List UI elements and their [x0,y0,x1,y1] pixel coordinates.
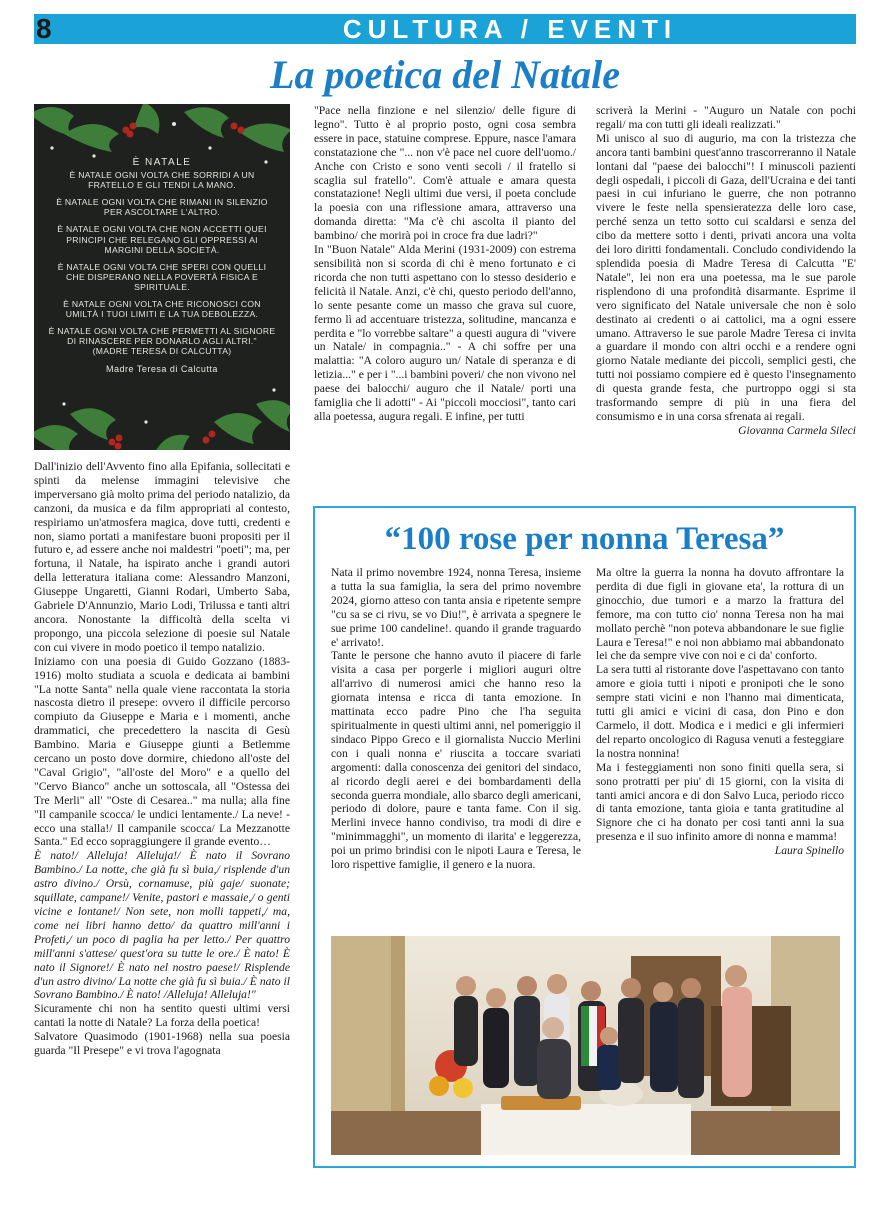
poem-stanza: È NATALE OGNI VOLTA CHE RICONOSCI CON UMILTÀ I TUOI LIMITI E LA TUA DEBOLEZZA. [63,299,261,320]
paragraph: Iniziamo con una poesia di Guido Gozzano (1883-1916) molto studiata a scuola e dedicata ai bambini "La notte Santa" nella quale viene raccontata la storia nascosta dietro il presepe: ovvero il difficile percorso compiuto da Giuseppe e Maria e i momenti, anche drammatici, che precedettero la nascita di Gesù Bambino. Maria e Giuseppe giunti a Betlemme cercano un posto dove dormire, chiedono all'oste del "Caval Grigio", "all'oste del Moro" e a quello del "Cervo Bianco" anche un sottoscala, all "Ostessa dei Tre Merli" all' "Oste di Cesarea.." ma nulla; alla fine "Il campanile scocca/ le undici lentamente./ La neve! - ecco una stalla!/ Il campanile scocca/ La Mezzanotte Santa." Ed ecco sopraggiungere il grande evento… [34,654,290,849]
poem-image [34,104,290,450]
article-title: La poetica del Natale [270,52,620,97]
article-column-1 [34,460,290,1058]
section-title: CULTURA / EVENTI [342,14,678,44]
paragraph: Sicuramente chi non ha sentito questi ultimi versi cantati la notte di Natale? La forza della poetica! [34,1002,290,1030]
poem-stanza: È NATALE OGNI VOLTA CHE SPERI CON QUELLI CHE DISPERANO NELLA POVERTÀ FISICA E SPIRITUALE. [57,261,267,292]
page-number: 8 [36,13,52,44]
boxed-article [313,506,856,1168]
paragraph: Nata il primo novembre 1924, nonna Teresa, insieme a tutta la sua famiglia, la sera del primo novembre 2024, giorno atteso con tanta ansia e ripetente sempre "cu sa se ci rivu, se vo Diu!", è arrivata a spegnere le sue prime 100 candeline!. quando il grande traguardo e' arrivato!. [331,566,581,649]
poem-quote: È nato!/ Alleluja! Alleluja!/ È nato il Sovrano Bambino./ La notte, che già fu sì buia,/ risplende d'un astro divino./ Orsù, cornamuse, più gaje/ suonate; squillate, campane!/ Venite, pastori e massaie,/ o genti vicine e lontane!/ Non sete, non molli tappeti,/ ma, come nei libri hanno detto/ da quattro mill'anni i Profeti,/ un poco di paglia ha per letto./ Per quattro mill'anni s'attese/ quest'ora su tutte le ore./ È nato! È nato il Signore!/ È nato nel nostro paese!/ Risplende d'un astro divino/ La notte che già fu sì buia./ È nato il Sovrano Bambino./ È nato! /Alleluja! Alleluja!" [34,849,290,1002]
paragraph: scriverà la Merini - "Auguro un Natale con pochi regali/ ma con tutti gli ideali realizzati." [596,104,856,131]
paragraph: La sera tutti al ristorante dove l'aspettavano con tanto amore e gioia tutti i nipoti e pronipoti che le sono sempre stati vicini e non l'hanno mai dimenticata, tutti gli amici e vicini di casa, don Pino e don Carmelo, il dott. Modica e i medici e gli infermieri del reparto oncologico di Ragusa venuti a festeggiare la nostra nonnina! [596,663,844,760]
poem-title: È NATALE [132,157,192,168]
paragraph: Mi unisco al suo di augurio, ma con la tristezza che ancora tanti bambini quest'anno trascorreranno il Natale lontani dal "paese dei balocchi"! I minuscoli pazienti degli ospedali, i piccoli di Gaza, dell'Ucraina e dei tanti paesi in cui infuriano le guerre, che non potranno vivere le feste nella spensieratezza delle loro case, perché senza un tetto sotto cui scaldarsi e senza del cibo da mettere sotto i denti, privati ancora una volta dei loro diritti fondamentali. Concludo condividendo la splendida poesia di Madre Teresa di Calcutta "E' Natale", lei non era una poetessa, ma le sue parole risplendono di una profondità disarmante. Esprime il vero significato del Natale universale che non è solo destinato ai credenti o ai cattolici, ma a ogni essere umano. Attraverso le sue parole Madre Teresa ci invita a guardare il mondo con altri occhi e a rendere ogni giorno Natale mediante dei piccoli, semplici gesti, che tutti noi possiamo compiere ed è questo l'insegnamento di questa grande festa, che purtroppo oggi si sta trasformando sempre di più in una fiera del consumismo e in una corsa sfrenata ai regali. [596,131,856,423]
poem-stanza: È NATALE OGNI VOLTA CHE RIMANI IN SILENZIO PER ASCOLTARE L'ALTRO. [56,197,268,218]
paragraph: Dall'inizio dell'Avvento fino alla Epifania, sollecitati e spinti da melense immagini televisive che imperversano già molto prima del periodo natalizio, da canzoni, da musica e da film appropriati al contesto, respiriamo un'atmosfera magica, dove tutti, credenti e non, siamo portati a manifestare buoni propositi per il futuro e, ad essere anche noi maldestri "poeti"; ma, per fortuna, il Natale, ha ispirato anche i grandi autori della letteratura italiana come: Alessandro Manzoni, Giuseppe Ungaretti, Gianni Rodari, Umberto Saba, Gabriele D'Annunzio, Mario Lodi, Trilussa e tanti altri ancora. Nonostante la difficoltà della scelta vi propongo, una piccola selezione di poesie sul Natale con cui vivere in modo poetico il tempo natalizio. [34,460,290,654]
poem-text [48,158,276,374]
paragraph: In "Buon Natale" Alda Merini (1931-2009) con estrema sensibilità non si scorda di chi è meno fortunato e ci ricorda che non tutti aspettano con lo stesso desiderio e felicità il Natale. Anzi, c'è chi, questo periodo dell'anno, lo sente pesante come un masso che grava sul cuore, fermo lì ad accentuare tristezza, solitudine, mancanza e perdita e "lo vorrebbe saltare" a questi augura di "vivere un Natale/ in compagnia.." - A chi soffre per una malattia: "A coloro auguro un/ Natale di speranza e di letizia..." e per i "...i bambini poveri/ che non vivono nel paese dei balocchi/ auguro che il Natale/ porti una famiglia che li adotti" - Ai "piccoli mocciosi", tanto cari alla poetessa, augura regali. E infine, per tutti [314,243,576,423]
boxed-article-column-1 [331,566,581,872]
boxed-article-column-2 [596,566,844,858]
poem-stanza: È NATALE OGNI VOLTA CHE SORRIDI A UN FRATELLO E GLI TENDI LA MANO. [69,170,255,191]
article-column-3 [596,104,856,438]
poem-stanza: È NATALE OGNI VOLTA CHE NON ACCETTI QUEI PRINCIPI CHE RELEGANO GLI OPPRESSI AI MARGINI DELLA SOCIETÀ. [57,224,267,255]
paragraph: Ma i festeggiamenti non sono finiti quella sera, si sono protratti per piu' di 15 giorni, con la visita di tanti amici ancora e di don Salvo Luca, periodo ricco di tanta emozione, tanta gioia e tanta gratitudine al Signore che ci ha donato per cosi tanti anni la sua presenza e il suo infinito amore di nonna e mamma! [596,760,844,844]
boxed-article-title: “100 rose per nonna Teresa” [384,521,785,557]
paragraph: "Pace nella finzione e nel silenzio/ delle figure di legno". Tutto è al proprio posto, ogni cosa sembra essere in pace, statuine comprese. Eppure, nasce l'amara constatazione che "... non v'è pace nel cuore dell'uomo./ Anche con Cristo e sono venti secoli / il fratello si scaglia sul fratello". Com'è attuale e amara questa constatazione! Negli ultimi due versi, il poeta conclude la poesia con una riflessione amara, attraverso una domanda diretta: "Ma c'è chi ascolta il pianto del bambino/ che morirà poi in croce fra due ladri?" [314,104,576,243]
poem-author: Madre Teresa di Calcutta [106,363,218,374]
boxed-article-signature: Laura Spinello [774,844,844,858]
article-column-2 [314,104,576,424]
paragraph: Salvatore Quasimodo (1901-1968) nella sua poesia guarda "Il Presepe" e vi trova l'agognata [34,1030,290,1058]
family-photo [331,936,840,1155]
paragraph: Ma oltre la guerra la nonna ha dovuto affrontare la perdita di due figli in giovane eta', la rottura di un ginocchio, due tumori e a marzo la frattura del femore, ma con tutto cio' nonna Teresa non ha mai mollato perchè "non poteva abbandonare le sue figlie Laura e Teresa!" e noi non abbiamo mai abbandonato lei che da sempre vive con noi e ci da' conforto. [596,566,844,663]
paragraph: Tante le persone che hanno avuto il piacere di farle visita a casa per porgerle i migliori auguri oltre all'arrivo di numerosi amici che hanno reso la giornata intensa e ricca di tanta emozione. In mattinata ecco padre Pino che l'ha seguita spiritualmente in questi ultimi anni, nel pomeriggio il sindaco Pippo Greco e il giornalista Nuccio Merlini con i quali nonna e' riuscita a toccare svariati argomenti: dalla conoscenza dei genitori del sindaco, al ricordo degli aerei e dei bombardamenti della seconda guerra mondiale, allo sbarco degli americani, periodo di dolore, paure e tanta fame. Con il sig. Merlini invece hanno condiviso, tra modi di dire e "minimmagghi", un momento di ilarita' e leggerezza, poi un primo brindisi con le nipoti Laura e Teresa, le loro rispettive famiglie, il genero e la nuora. [331,649,581,872]
article-signature: Giovanna Carmela Sileci [738,423,856,437]
poem-stanza: È NATALE OGNI VOLTA CHE PERMETTI AL SIGNORE DI RINASCERE PER DONARLO AGLI ALTRI." (MADRE TERESA DI CALCUTTA) [48,326,276,357]
